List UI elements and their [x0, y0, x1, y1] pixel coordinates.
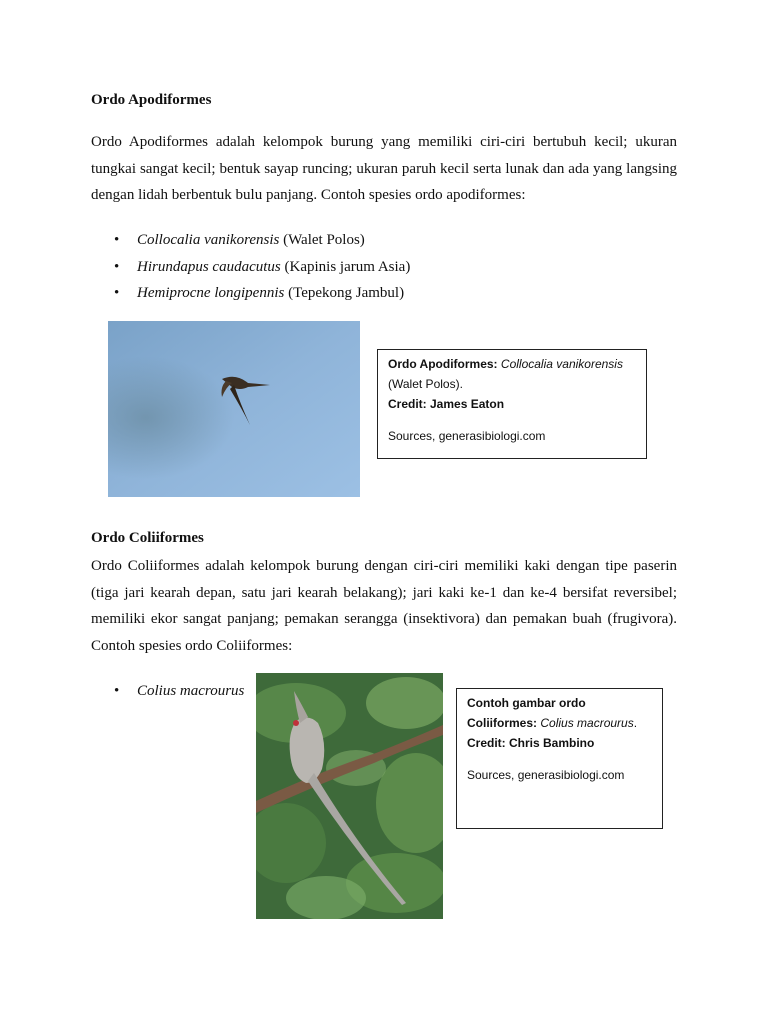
section-heading-coliiformes: Ordo Coliiformes	[91, 530, 204, 546]
list-item: • Collocalia vanikorensis (Walet Polos)	[91, 227, 651, 254]
paragraph-line: tungkai sangat kecil; bentuk sayap runcing; ukuran paruh kecil serta lunak dan ada yang langsing	[91, 160, 677, 177]
paragraph-line: Ordo Coliiformes adalah kelompok burung dengan ciri-ciri memiliki kaki dengan tipe paserin	[91, 558, 677, 574]
paragraph-line: memiliki ekor sangat panjang; pemakan serangga (insektivora) dan pemakan buah (frugivora).	[91, 611, 677, 627]
list-item: • Hemiprocne longipennis (Tepekong Jambul)	[91, 280, 651, 307]
list-item: • Hirundapus caudacutus (Kapinis jarum Asia)	[91, 254, 651, 281]
paragraph-line: dengan lidah berbentuk bulu panjang. Contoh spesies ordo apodiformes:	[91, 187, 526, 203]
paragraph-line: (tiga jari kearah depan, satu jari kearah belakang); jari kaki ke-1 dan ke-4 bersifat reversibel;	[91, 584, 677, 601]
paragraph-line: Contoh spesies ordo Coliiformes:	[91, 637, 293, 654]
coliiformes-caption-box: Contoh gambar ordo Coliiformes: Colius macrourus. Credit: Chris Bambino Sources, generasibiologi.com	[456, 688, 663, 829]
coliiformes-paragraph	[91, 553, 677, 659]
mousebird-photo	[256, 673, 443, 919]
apodiformes-species-list	[91, 227, 651, 307]
coliiformes-species-list	[91, 678, 251, 705]
section-heading-apodiformes: Ordo Apodiformes	[91, 92, 212, 108]
apodiformes-paragraph	[91, 129, 677, 209]
list-item: • Colius macrourus	[91, 678, 251, 705]
paragraph-line: Ordo Apodiformes adalah kelompok burung yang memiliki ciri-ciri bertubuh kecil; ukuran	[91, 134, 677, 150]
swiftlet-photo	[108, 321, 360, 497]
apodiformes-caption-box: Ordo Apodiformes: Collocalia vanikorensis (Walet Polos). Credit: James Eaton Sources, generasibiologi.com	[377, 349, 647, 459]
